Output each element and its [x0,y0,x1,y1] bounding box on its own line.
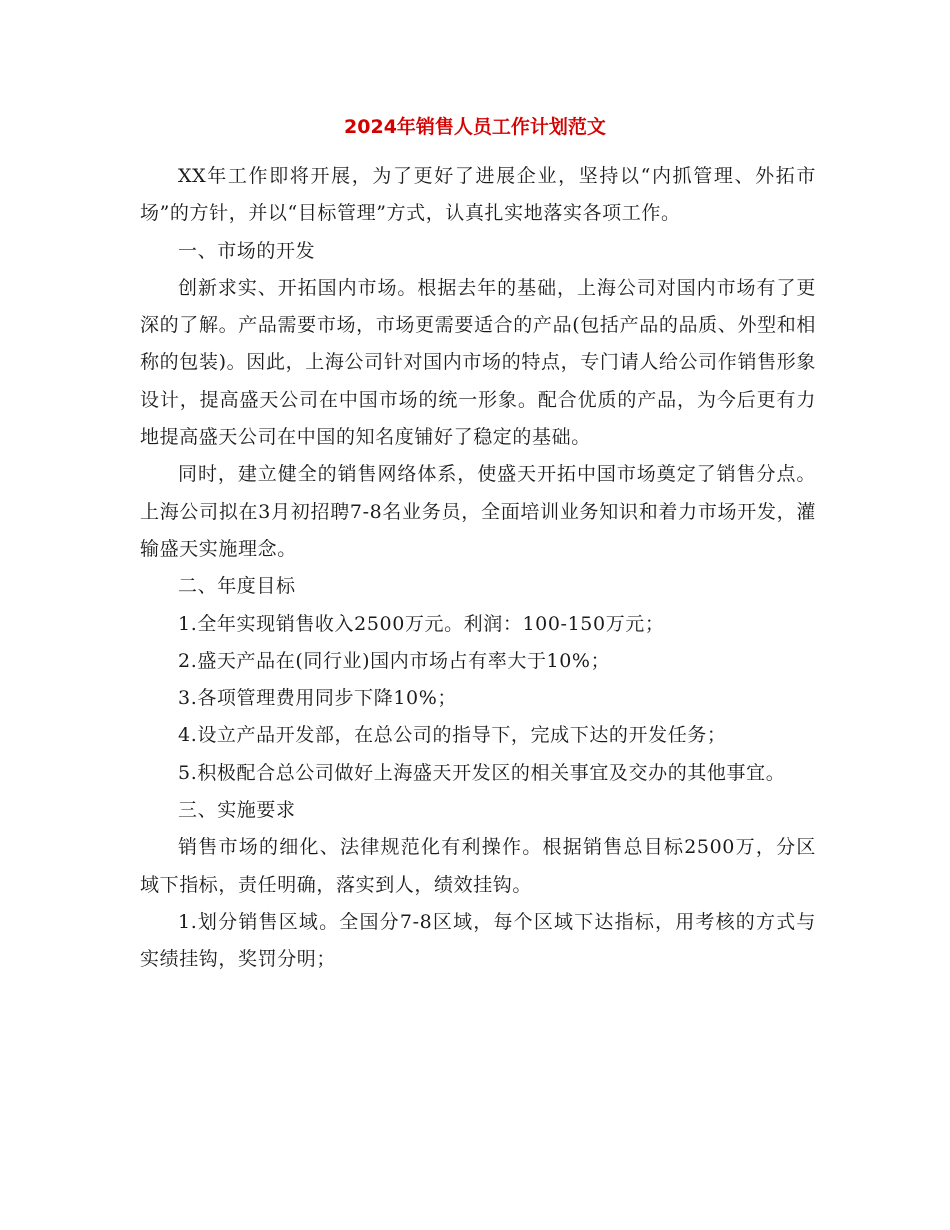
goal-item-2: 2.盛天产品在(同行业)国内市场占有率大于10%； [178,649,611,672]
document-body [140,158,816,979]
document-title: 2024年销售人员工作计划范文 [344,116,606,138]
goal-item-1: 1.全年实现销售收入2500万元。利润：100-150万元； [178,612,665,635]
paragraph-intro: XX年工作即将开展，为了更好了进展企业，坚持以“内抓管理、外拓市场”的方针，并以“目标管理”方式，认真扎实地落实各项工作。 [140,165,816,225]
section-heading-market: 一、市场的开发 [178,239,316,262]
requirement-item-1: 1.划分销售区域。全国分7-8区域，每个区域下达指标，用考核的方式与实绩挂钩，奖罚分明； [140,910,816,971]
section-heading-requirements: 三、实施要求 [178,799,296,822]
paragraph-requirements: 销售市场的细化、法律规范化有利操作。根据销售总目标2500万，分区域下指标，责任明确，落实到人，绩效挂钩。 [140,836,816,896]
goal-item-3: 3.各项管理费用同步下降10%； [178,687,457,710]
paragraph-market-innovation: 创新求实、开拓国内市场。根据去年的基础，上海公司对国内市场有了更深的了解。产品需要市场，市场更需要适合的产品(包括产品的品质、外型和相称的包装)。因此，上海公司针对国内市场的特点，专门请人给公司作销售形象设计，提高盛天公司在中国市场的统一形象。配合优质的产品，为今后更有力地提高盛天公司在中国的知名度铺好了稳定的基础。 [140,276,816,449]
goal-item-4: 4.设立产品开发部，在总公司的指导下，完成下达的开发任务； [178,724,727,747]
section-heading-annual-goals: 二、年度目标 [178,575,296,598]
paragraph-sales-network: 同时，建立健全的销售网络体系，使盛天开拓中国市场奠定了销售分点。上海公司拟在3月初招聘7-8名业务员，全面培训业务知识和着力市场开发，灌输盛天实施理念。 [140,463,816,560]
goal-item-5: 5.积极配合总公司做好上海盛天开发区的相关事宜及交办的其他事宜。 [178,761,786,784]
